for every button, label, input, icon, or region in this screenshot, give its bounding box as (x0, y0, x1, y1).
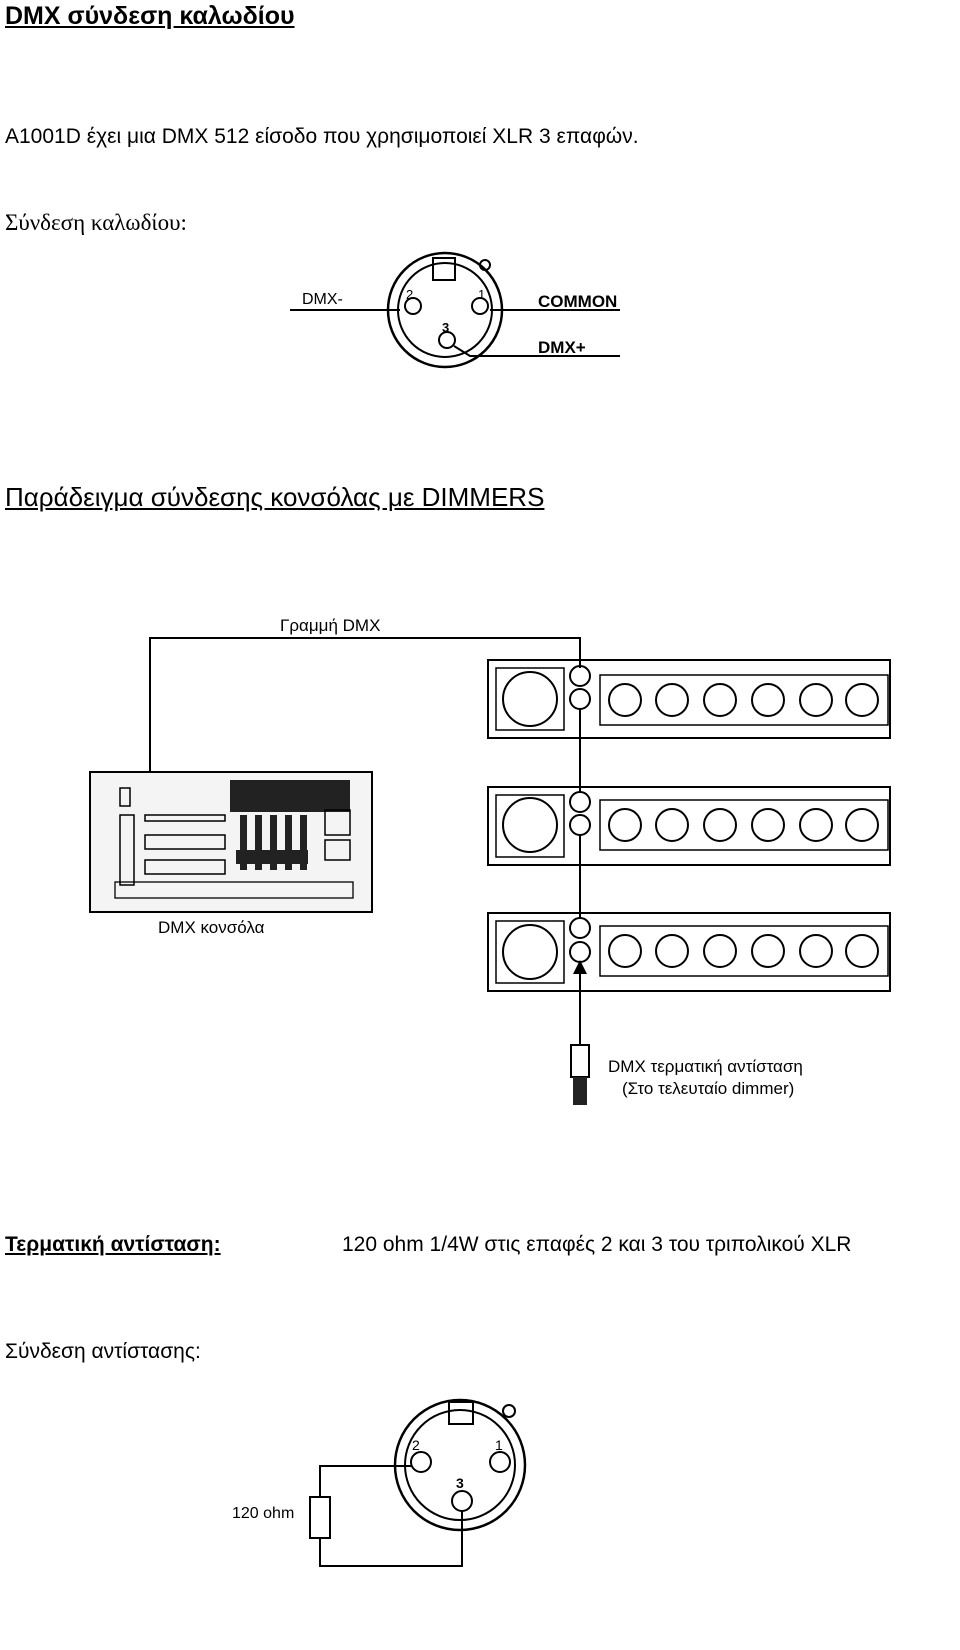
dmx-line-wire (150, 638, 580, 775)
xlr-inner-ring (398, 263, 492, 357)
intro-text: A1001D έχει μια DMX 512 είσοδο που χρησιμοποιεί XLR 3 επαφών. (5, 125, 639, 148)
xlr-pin-2 (411, 1452, 431, 1472)
xlr-key-notch (433, 258, 455, 280)
pin-1-label: 1 (495, 1437, 503, 1453)
xlr-latch (503, 1405, 515, 1417)
dmx-console (90, 772, 372, 912)
resistor-connection-label: Σύνδεση αντίστασης: (5, 1340, 201, 1363)
term-resistor-spec: 120 ohm 1/4W στις επαφές 2 και 3 του τριπολικού XLR (342, 1233, 852, 1256)
dimmer-rack-3 (488, 913, 890, 991)
xlr-pin-1 (490, 1452, 510, 1472)
example-section-title: Παράδειγμα σύνδεσης κονσόλας με DIMMERS (5, 482, 545, 512)
page-title: DMX σύνδεση καλωδίου (5, 2, 295, 30)
cable-connection-label: Σύνδεση καλωδίου: (5, 210, 187, 235)
pin-3-label: 3 (456, 1475, 464, 1491)
xlr-pinout-diagram (0, 0, 960, 420)
console-label: DMX κονσόλα (158, 918, 265, 937)
pin-2-label: 2 (406, 287, 414, 302)
dmx-plus-label: DMX+ (538, 338, 586, 357)
xlr-pin-3 (452, 1491, 472, 1511)
pin-3-label: 3 (442, 320, 450, 335)
resistor-wire-pin-3 (320, 1511, 462, 1566)
dimmer-rack-2 (488, 787, 890, 865)
terminator-sublabel: (Στο τελευταίο dimmer) (622, 1079, 795, 1098)
xlr-key-notch (449, 1402, 473, 1424)
resistor-body (310, 1497, 330, 1538)
term-resistor-heading: Τερματική αντίσταση: (5, 1233, 221, 1256)
xlr-inner-ring (405, 1410, 515, 1520)
dmx-line-label: Γραμμή DMX (280, 616, 381, 635)
resistor-label: 120 ohm (232, 1505, 295, 1522)
dimmer-rack-1 (488, 660, 890, 738)
terminator-label: DMX τερματική αντίσταση (608, 1057, 803, 1076)
pin-1-label: 1 (478, 287, 486, 302)
console-dimmers-diagram (0, 600, 960, 1120)
pin-2-label: 2 (412, 1437, 420, 1453)
terminator-plug (571, 960, 589, 1105)
common-label: COMMON (538, 292, 618, 311)
dmx-minus-label: DMX- (302, 291, 343, 308)
xlr-resistor-diagram (0, 1380, 960, 1650)
